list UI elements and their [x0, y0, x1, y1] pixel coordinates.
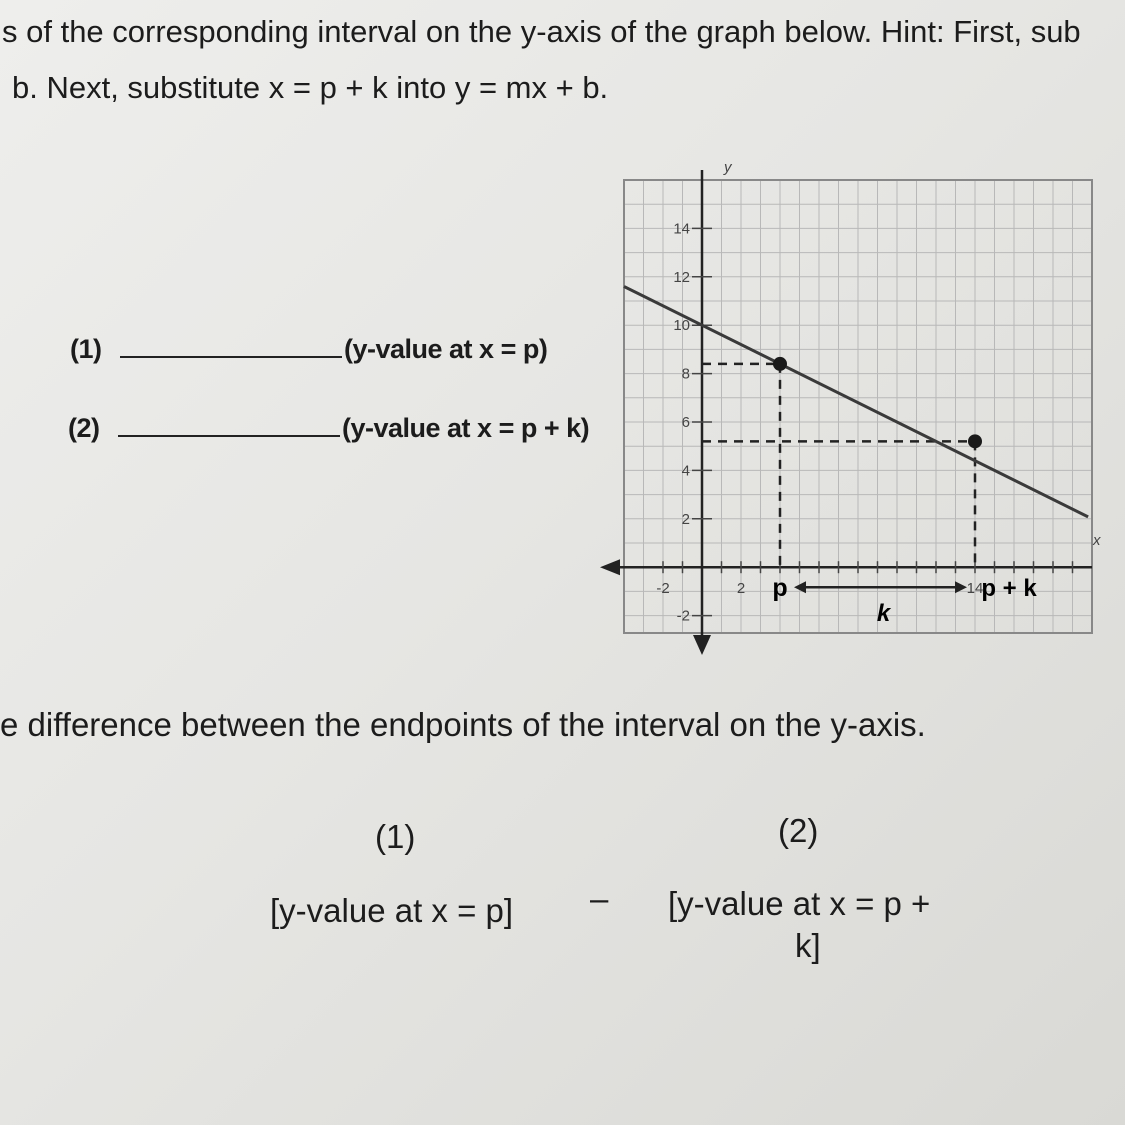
x-tick-label: -2 — [656, 580, 670, 598]
point-at-p — [773, 357, 787, 371]
y-tick-label: 6 — [681, 414, 690, 431]
answer-line[interactable] — [120, 334, 342, 358]
y-tick-label: 14 — [673, 220, 690, 238]
x-axis-arrow — [600, 559, 620, 575]
p-plus-k-label: p + k — [981, 575, 1037, 603]
column-2-number: (2) — [778, 812, 819, 849]
problem-text-line1: s of the corresponding interval on the y-axis of the graph below. Hint: First, sub — [2, 14, 1081, 49]
point-at-p-plus-k — [968, 434, 982, 448]
k-label: k — [876, 600, 891, 628]
answer-blank-1 — [70, 334, 547, 365]
y-tick-label: 10 — [673, 317, 690, 335]
x-axis-label: x — [1093, 532, 1101, 550]
coordinate-graph — [598, 150, 1101, 660]
blank-label: (y-value at x = p + k) — [342, 413, 590, 443]
difference-text: e difference between the endpoints of the interval on the y-axis. — [0, 706, 926, 743]
y-axis-label: y — [724, 159, 732, 176]
interval-annotation — [772, 574, 1037, 627]
answer-blank-2 — [68, 413, 589, 444]
y-tick-label: 2 — [681, 510, 690, 528]
blank-label: (y-value at x = p) — [344, 334, 548, 364]
minus-operator: – — [590, 880, 609, 917]
y-tick-label: 8 — [681, 365, 690, 383]
p-label: p — [772, 574, 788, 603]
plotted-line — [624, 286, 1088, 516]
problem-text-line2: b. Next, substitute x = p + k into y = mx + b. — [12, 70, 609, 105]
y-tick-label: -2 — [676, 607, 690, 625]
blank-number: (1) — [70, 334, 102, 364]
column-1-number: (1) — [375, 818, 416, 855]
column-2-expression-line2: k] — [795, 927, 821, 964]
y-tick-label: 12 — [673, 268, 690, 286]
y-axis-arrow — [693, 635, 711, 655]
line-y-mx-b — [624, 286, 1088, 516]
column-2-expression-line1: [y-value at x = p + — [668, 885, 931, 922]
x-tick-label: 2 — [736, 580, 746, 598]
x-tick-label: 14 — [966, 580, 984, 598]
blank-number: (2) — [68, 413, 100, 443]
answer-line[interactable] — [118, 413, 340, 437]
column-1-expression: [y-value at x = p] — [270, 892, 514, 929]
y-tick-label: 4 — [681, 462, 690, 480]
